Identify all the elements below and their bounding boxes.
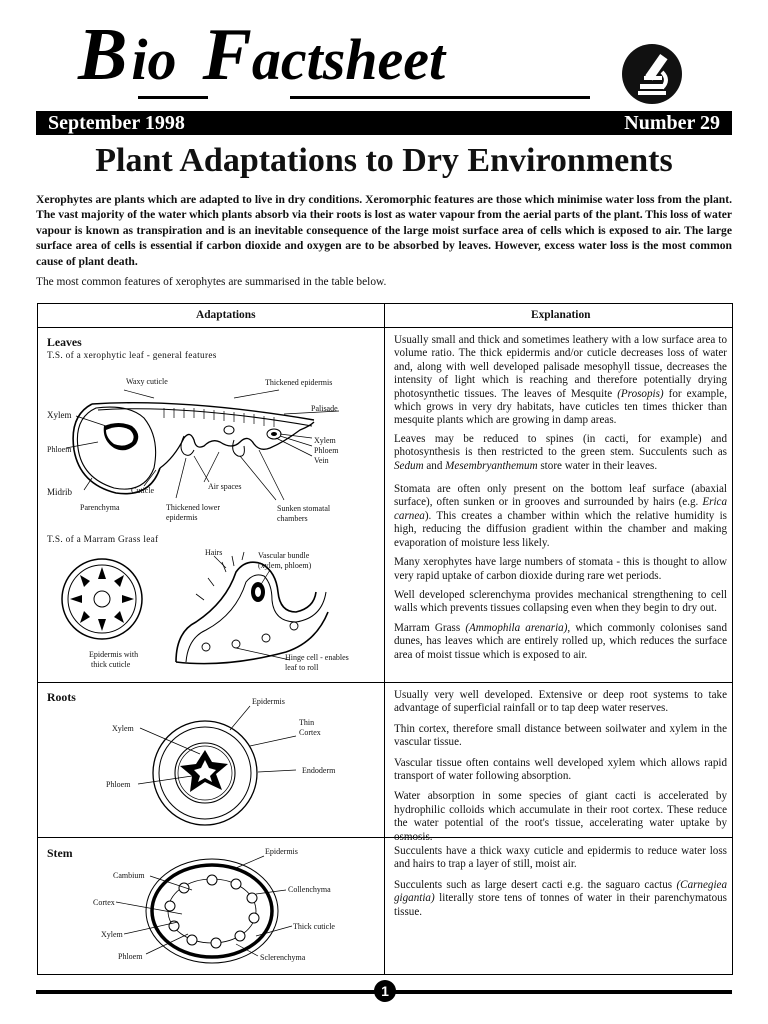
- label-waxy-cuticle: Waxy cuticle: [126, 377, 168, 386]
- table-column-divider: [384, 303, 385, 974]
- table-header-divider: [37, 327, 732, 328]
- label-parenchyma: Parenchyma: [80, 503, 120, 512]
- label-thickened-lower-1: Thickened lower: [166, 503, 220, 512]
- leaves-paragraph: Many xerophytes have large numbers of stomata - this is thought to allow very rapid uptake of carbon dioxide during rare wet periods.: [394, 556, 727, 582]
- label-stem-epidermis: Epidermis: [265, 847, 298, 856]
- column-header-explanation: Explanation: [531, 309, 591, 321]
- label-air-spaces: Air spaces: [208, 482, 242, 491]
- stem-explanation: [394, 845, 727, 919]
- label-vascular-bundle-2: (xylem, phloem): [258, 561, 312, 570]
- label-root-endoderm: Endoderm: [302, 766, 336, 775]
- label-phloem-vein: Phloem: [314, 446, 339, 455]
- label-stem-xylem: Xylem: [101, 930, 123, 939]
- label-vein: Vein: [314, 456, 329, 465]
- caption-marram-grass: T.S. of a Marram Grass leaf: [47, 535, 159, 545]
- leaves-explanation: [394, 334, 727, 662]
- label-epidermis-thick-cuticle-1: Epidermis with: [89, 650, 139, 659]
- roots-paragraph: Usually very well developed. Extensive or deep root systems to take advantage of superficial rainfall or to tap deep water reserves.: [394, 689, 727, 715]
- microscope-logo-icon: [622, 44, 682, 104]
- issue-date: September 1998: [48, 112, 185, 134]
- roots-paragraph: Thin cortex, therefore small distance between soilwater and xylem in the vascular tissue.: [394, 722, 727, 749]
- roots-paragraph: Water absorption in some species of giant cacti is accelerated by hydrophilic colloids which accumulate in their root cortex. These reduce the water potential of the root's tissue, accelerating water uptake by osmosis.: [394, 790, 727, 843]
- stem-paragraph: Succulents such as large desert cacti e.g. the saguaro cactus (Carnegiea gigantia) literally store tens of tonnes of water in their parenchymatous tissue.: [394, 878, 727, 918]
- masthead-b: B: [78, 14, 128, 96]
- label-stem-sclerenchyma: Sclerenchyma: [260, 953, 306, 962]
- label-xylem-vein: Xylem: [314, 436, 336, 445]
- issue-bar: [36, 111, 732, 135]
- label-epidermis-thick-cuticle-2: thick cuticle: [91, 660, 131, 669]
- label-root-cortex: Cortex: [299, 728, 321, 737]
- label-sunken-chambers-2: chambers: [277, 514, 308, 523]
- masthead-f: F: [202, 14, 252, 96]
- summary-sentence: The most common features of xerophytes are summarised in the table below.: [36, 276, 387, 288]
- masthead-underline: [138, 96, 208, 99]
- label-stem-collenchyma: Collenchyma: [288, 885, 331, 894]
- marram-grass-section-diagram: [60, 557, 144, 641]
- table-row-divider: [37, 682, 732, 683]
- column-header-adaptations: Adaptations: [196, 309, 256, 321]
- label-hinge-cell-2: leaf to roll: [285, 663, 319, 672]
- masthead-title: [78, 14, 446, 96]
- label-phloem: Phloem: [47, 445, 72, 454]
- label-stem-phloem: Phloem: [118, 952, 143, 961]
- label-stem-cambium: Cambium: [113, 871, 145, 880]
- label-stem-thick-cuticle: Thick cuticle: [293, 922, 335, 931]
- intro-paragraph: Xerophytes are plants which are adapted to live in dry conditions. Xeromorphic features are those which minimise water loss from the plant. The vast majority of the water which plants absorb via their roots is lost as water vapour from the aerial parts of the plant. This loss of water vapour is known as transpiration and is an inevitable consequence of the large moist surface area of cells which is exposed to air. The large surface area of cells is essential if carbon dioxide and oxygen are to be absorbed by leaves. However, excess water loss is the most common cause of plant death.: [36, 193, 732, 268]
- leaves-paragraph: Stomata are often only present on the bottom leaf surface (abaxial surface), often sunken or in grooves and surrounded by hairs (e.g. Erica carnea). This creates a chamber within which the relative humidity is high, reducing the diffusion gradient within the chamber and making evaporation of moisture less likely.: [394, 483, 727, 549]
- label-vascular-bundle-1: Vascular bundle: [258, 551, 310, 560]
- leaves-paragraph: Well developed sclerenchyma provides mechanical strengthening to cell walls which prevents tissues collapsing even when they begin to dry out.: [394, 588, 727, 615]
- roots-explanation: [394, 689, 727, 844]
- leaves-paragraph: Marram Grass (Ammophila arenaria), which commonly colonises sand dunes, has leaves which are entirely rolled up, which reduces the surface area of moist tissue which is exposed to air.: [394, 621, 727, 661]
- label-root-epidermis: Epidermis: [252, 697, 285, 706]
- label-root-phloem: Phloem: [106, 780, 131, 789]
- label-thickened-lower-2: epidermis: [166, 513, 198, 522]
- caption-xerophytic-leaf: T.S. of a xerophytic leaf - general features: [47, 351, 217, 361]
- issue-number: Number 29: [624, 112, 720, 134]
- masthead-io: io: [131, 27, 177, 92]
- label-root-xylem: Xylem: [112, 724, 134, 733]
- section-heading-leaves: Leaves: [47, 335, 82, 349]
- label-xylem: Xylem: [47, 410, 72, 420]
- leaves-paragraph: Leaves may be reduced to spines (in cacti, for example) and photosynthesis is then restricted to the green stem. Succulents such as Sedum and Mesembryanthemum store water in their leaves.: [394, 432, 727, 472]
- label-stem-cortex: Cortex: [93, 898, 115, 907]
- section-heading-roots: Roots: [47, 690, 76, 704]
- label-palisade: Palisade: [311, 404, 338, 413]
- label-thickened-epidermis: Thickened epidermis: [265, 378, 333, 387]
- section-heading-stem: Stem: [47, 846, 73, 860]
- leaves-paragraph: Usually small and thick and sometimes leathery with a low surface area to volume ratio. The thick epidermis and/or cuticle decreases loss of water and, along with well developed palisade mesophyll tissue, decreases the intensity of light which is reaching and therefore potentially drying photosynthetic tissues. The leaves of Mesquite (Prosopis) for example, which grows in very dry habitats, have cuticles ten times thicker than mesquite plants which are growing in damp areas.: [394, 334, 727, 427]
- stem-paragraph: Succulents have a thick waxy cuticle and epidermis to reduce water loss and hairs to trap a layer of still, moist air.: [394, 845, 727, 871]
- label-sunken-chambers-1: Sunken stomatal: [277, 504, 331, 513]
- masthead-actsheet: actsheet: [251, 27, 446, 92]
- label-hairs: Hairs: [205, 548, 223, 557]
- page-number: 1: [374, 980, 396, 1002]
- label-root-thin: Thin: [299, 718, 315, 727]
- masthead-underline: [290, 96, 590, 99]
- roots-paragraph: Vascular tissue often contains well developed xylem which allows rapid transport of water following absorption.: [394, 756, 727, 783]
- page-title: Plant Adaptations to Dry Environments: [95, 142, 673, 179]
- label-midrib: Midrib: [47, 487, 73, 497]
- label-hinge-cell-1: Hinge cell - enables: [285, 653, 349, 662]
- label-cuticle: Cuticle: [131, 486, 155, 495]
- root-label-pointers: [100, 700, 320, 810]
